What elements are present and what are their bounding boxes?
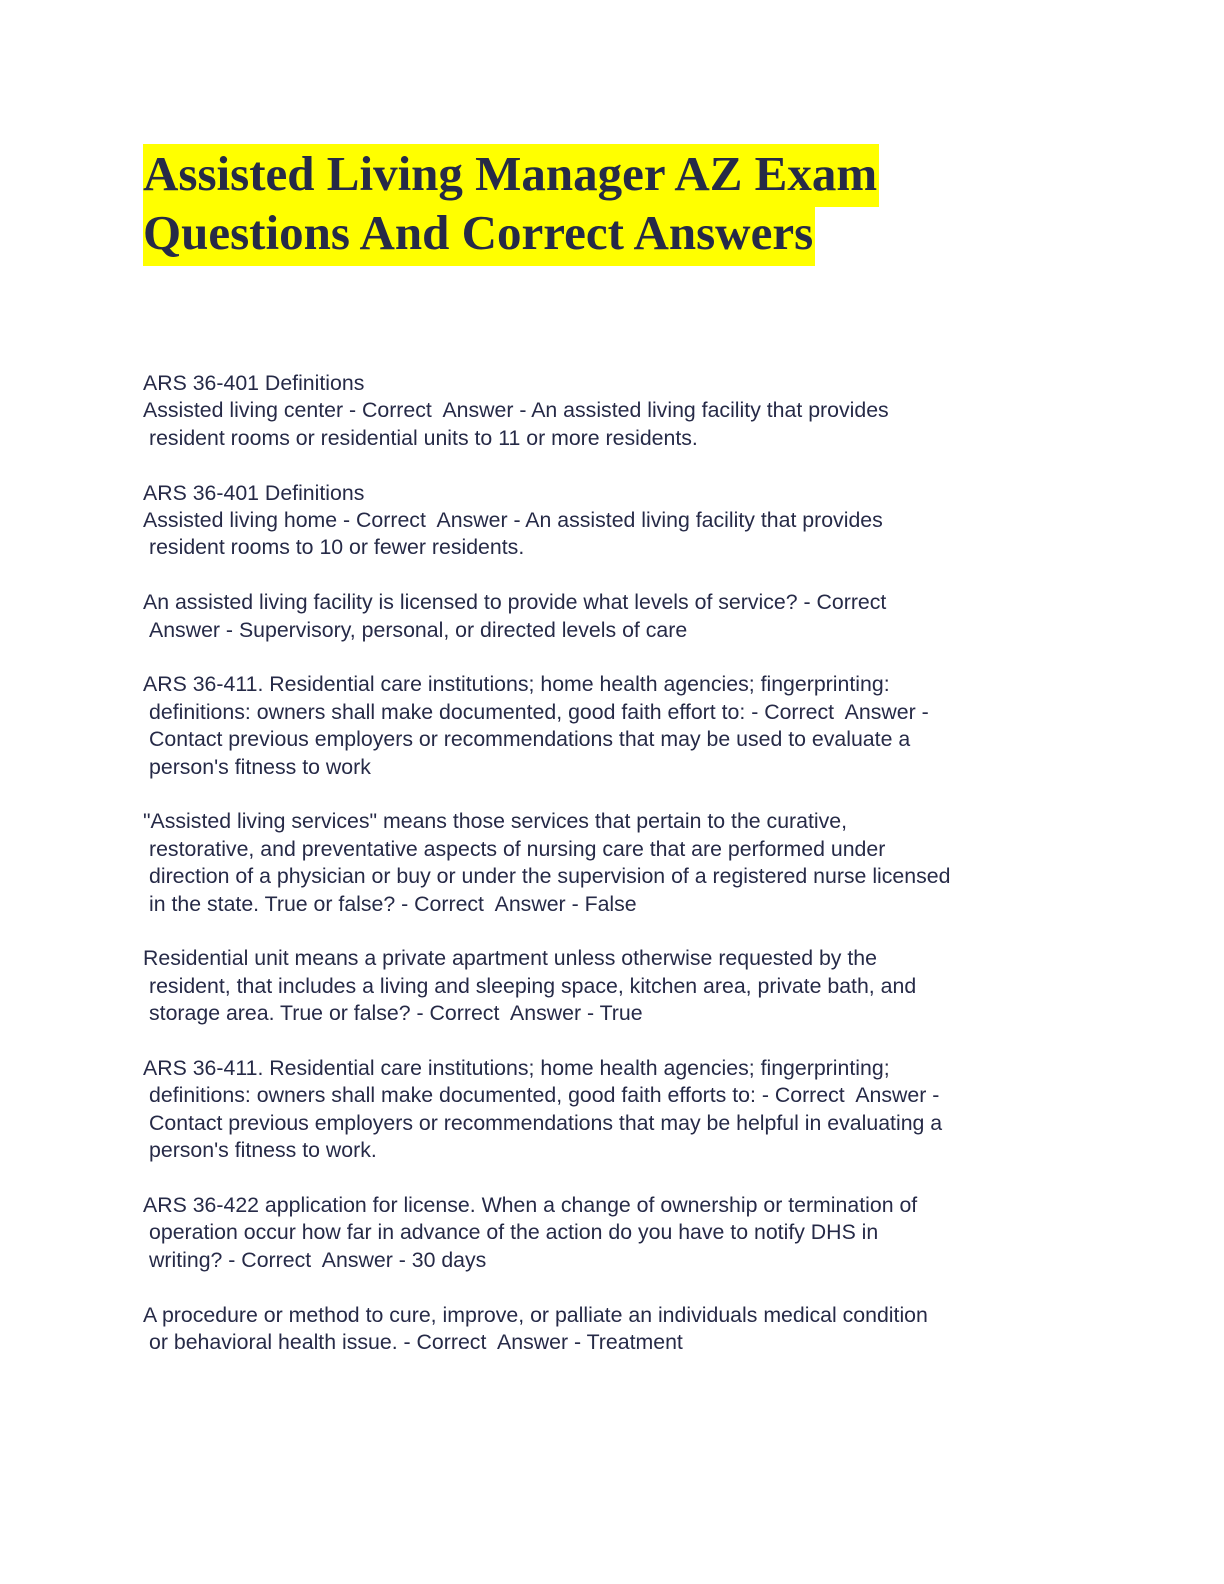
qa-line: Assisted living center - Correct Answer - An assisted living facility that provides bbox=[143, 398, 889, 423]
qa-line: ARS 36-422 application for license. When a change of ownership or termination of bbox=[143, 1193, 918, 1218]
qa-line: person's fitness to work bbox=[149, 754, 371, 779]
title-line: Questions And Correct Answers bbox=[143, 203, 815, 266]
qa-line: definitions: owners shall make documented, good faith effort to: - Correct Answer - bbox=[149, 699, 929, 724]
qa-line: An assisted living facility is licensed to provide what levels of service? - Correct bbox=[143, 590, 887, 615]
qa-line: Answer - Supervisory, personal, or directed levels of care bbox=[149, 617, 688, 642]
qa-line: Contact previous employers or recommendations that may be helpful in evaluating a bbox=[149, 1110, 943, 1135]
qa-line: resident rooms to 10 or fewer residents. bbox=[149, 535, 525, 560]
qa-line: resident rooms or residential units to 11 or more residents. bbox=[149, 425, 698, 450]
qa-entry bbox=[143, 1302, 1083, 1357]
qa-entry bbox=[143, 945, 1083, 1027]
qa-entry bbox=[143, 808, 1083, 918]
qa-line: person's fitness to work. bbox=[149, 1138, 377, 1163]
title-line: Assisted Living Manager AZ Exam bbox=[143, 144, 879, 207]
qa-line: ARS 36-401 Definitions bbox=[143, 480, 365, 505]
qa-entry bbox=[143, 671, 1083, 781]
qa-line: "Assisted living services" means those services that pertain to the curative, bbox=[143, 809, 848, 834]
qa-line: ARS 36-411. Residential care institutions; home health agencies; fingerprinting: bbox=[143, 672, 890, 697]
qa-line: ARS 36-401 Definitions bbox=[143, 371, 365, 395]
qa-list bbox=[143, 370, 1083, 1384]
qa-entry bbox=[143, 589, 1083, 644]
qa-line: ARS 36-411. Residential care institutions; home health agencies; fingerprinting; bbox=[143, 1056, 890, 1081]
qa-entry bbox=[143, 480, 1083, 562]
document-title bbox=[143, 144, 1043, 262]
qa-line: direction of a physician or buy or under the supervision of a registered nurse licensed bbox=[149, 864, 951, 889]
qa-entry bbox=[143, 1055, 1083, 1165]
qa-entry bbox=[143, 370, 1083, 452]
qa-line: restorative, and preventative aspects of nursing care that are performed under bbox=[149, 836, 886, 861]
qa-line: Contact previous employers or recommendations that may be used to evaluate a bbox=[149, 727, 911, 752]
qa-line: writing? - Correct Answer - 30 days bbox=[149, 1247, 487, 1272]
qa-line: storage area. True or false? - Correct Answer - True bbox=[149, 1001, 643, 1026]
qa-entry bbox=[143, 1192, 1083, 1274]
qa-line: Assisted living home - Correct Answer - An assisted living facility that provides bbox=[143, 508, 883, 533]
qa-line: operation occur how far in advance of the action do you have to notify DHS in bbox=[149, 1220, 879, 1245]
qa-line: Residential unit means a private apartment unless otherwise requested by the bbox=[143, 946, 877, 971]
qa-line: A procedure or method to cure, improve, or palliate an individuals medical condition bbox=[143, 1302, 928, 1327]
qa-line: in the state. True or false? - Correct Answer - False bbox=[149, 891, 637, 916]
qa-line: resident, that includes a living and sleeping space, kitchen area, private bath, and bbox=[149, 973, 917, 998]
qa-line: definitions: owners shall make documented, good faith efforts to: - Correct Answer - bbox=[149, 1083, 940, 1108]
qa-line: or behavioral health issue. - Correct Answer - Treatment bbox=[149, 1330, 683, 1355]
